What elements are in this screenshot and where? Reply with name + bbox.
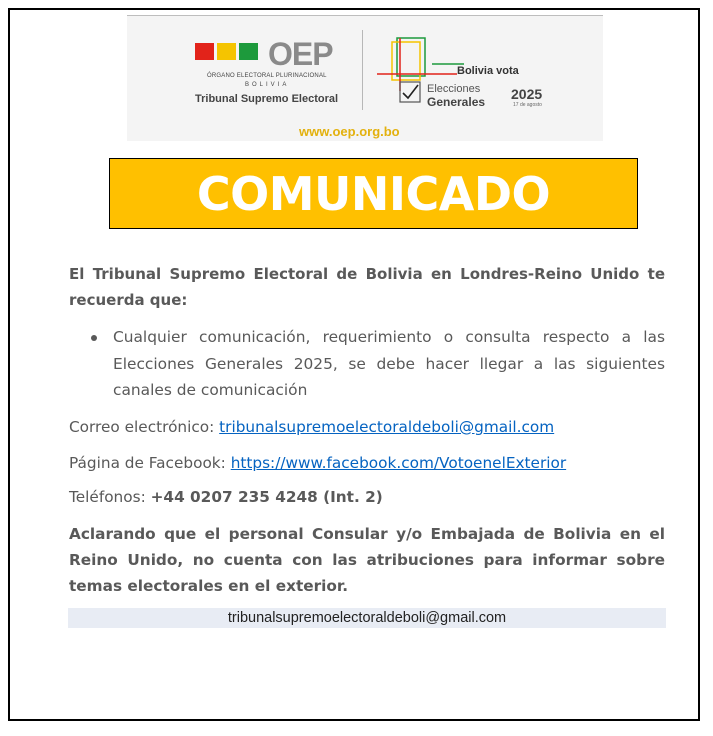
phone-number: +44 0207 235 4248 (Int. 2) (150, 488, 383, 506)
email-line (69, 416, 554, 438)
bullet-dot-icon (91, 335, 97, 341)
green-square (239, 43, 258, 60)
election-date: 17 de agosto (513, 102, 542, 108)
tribunal-name: Tribunal Supremo Electoral (195, 93, 339, 105)
oep-color-squares (195, 43, 258, 60)
bolivia-vota-text: Bolivia vota (457, 65, 519, 77)
intro-paragraph: El Tribunal Supremo Electoral de Bolivia en Londres-Reino Unido te recuerda que: (69, 265, 665, 309)
header-logo-band (127, 15, 603, 141)
banner-title: COMUNICADO (196, 166, 551, 221)
email-label: Correo electrónico: (69, 418, 220, 436)
oep-logo-text: OEP (268, 36, 333, 72)
closing-paragraph: Aclarando que el personal Consular y/o Embajada de Bolivia en el Reino Unido, no cuenta con las atribuciones para informar sobre temas electorales en el exterior. (69, 525, 665, 595)
facebook-line (69, 452, 566, 474)
comunicado-banner (109, 158, 638, 229)
red-square (195, 43, 214, 60)
footer-email: tribunalsupremoelectoraldeboli@gmail.com (68, 608, 666, 628)
generales-text: Generales (427, 95, 486, 109)
email-link[interactable]: tribunalsupremoelectoraldeboli@gmail.com (219, 418, 555, 436)
election-year: 2025 (511, 86, 543, 102)
bullet-item (69, 324, 665, 404)
facebook-label: Página de Facebook: (69, 454, 231, 472)
org-name: ÓRGANO ELECTORAL PLURINACIONAL (207, 73, 327, 79)
bullet-text: Cualquier comunicación, requerimiento o consulta respecto a las Elecciones Generales 2025, se debe hacer llegar a las siguientes canales de comunicación (113, 328, 665, 399)
yellow-square (217, 43, 236, 60)
phone-line (69, 486, 383, 508)
elecciones-text: Elecciones (427, 83, 481, 95)
logo-divider (362, 30, 363, 110)
phone-label: Teléfonos: (69, 488, 151, 506)
facebook-link[interactable]: https://www.facebook.com/VotoenelExterior (230, 454, 567, 472)
website-url[interactable]: www.oep.org.bo (299, 124, 400, 139)
country-name: BOLIVIA (245, 82, 290, 88)
